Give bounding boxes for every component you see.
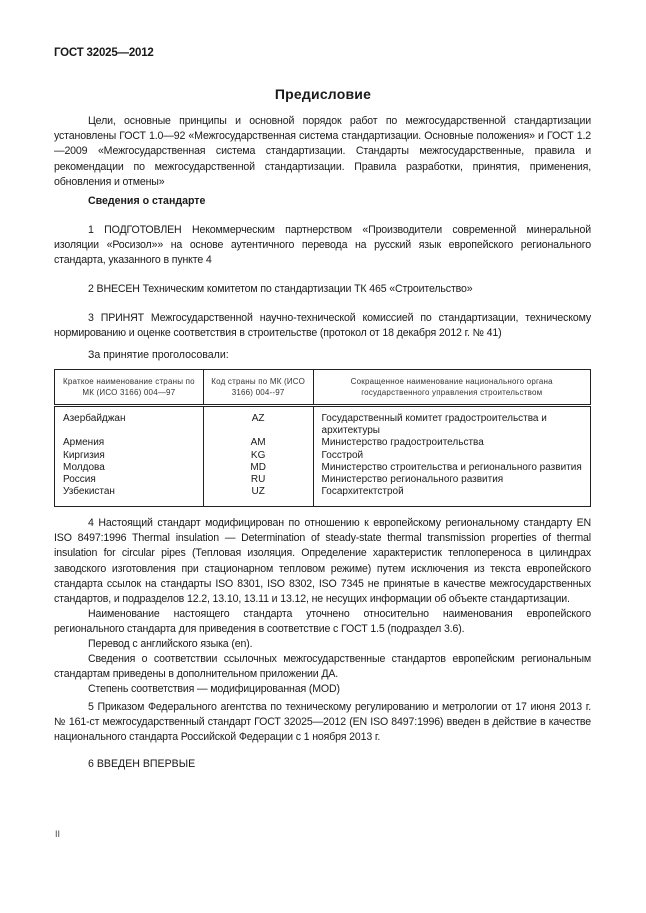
header-country: Краткое наименование страны по МК (ИСО 3166) 004—97 — [55, 370, 204, 406]
item4-name-note: Наименование настоящего стандарта уточнено относительно наименования европейского регионального стандарта для приведения в соответствие с ГОСТ 1.5 (подраздел 3.6). — [54, 608, 591, 636]
item4-main: 4 Настоящий стандарт модифицирован по отношению к европейскому региональному стандарту EN ISO 8497:1996 Thermal insulation — Determination of steady-state thermal transmission properties of thermal insulation for circular pipes (Тепловая изоляция. Определение характеристик теплопереноса в цилиндрах заводского изготовления при стационарном тепловом режиме) путем исключения из текста европейского стандарта ссылок на стандарты ISO 8301, ISO 8302, ISO 7345 не принятые в качестве межгосударственных стандартов, и подразделов 12.2, 13.10, 13.11 и 13.12, не несущих информации об объекте стандартизации. — [54, 517, 591, 606]
country-cell: Киргизия — [55, 450, 204, 462]
authority-cell: Госстрой — [313, 450, 590, 462]
voting-countries-table — [54, 369, 591, 507]
header-code: Код страны по МК (ИСО 3166) 004--97 — [203, 370, 313, 406]
authority-cell: Министерство градостроительства — [313, 437, 590, 449]
code-cell: AM — [203, 437, 313, 449]
section-heading: Сведения о стандарте — [88, 195, 206, 207]
table-row — [55, 474, 591, 486]
page-number: II — [55, 829, 61, 839]
item-adopted: 3 ПРИНЯТ Межгосударственной научно-технической комиссией по стандартизации, техническому нормированию и оценке соответствия в строительстве (протокол от 18 декабря 2012 г. № 41) — [54, 312, 591, 340]
item-prepared: 1 ПОДГОТОВЛЕН Некоммерческим партнерством «Производители современной минеральной изоляции «Росизол»» на основе аутентичного перевода на русский язык европейского регионального стандарта, указанного в пункте 4 — [54, 224, 591, 267]
table-row — [55, 486, 591, 507]
document-id: ГОСТ 32025—2012 — [54, 47, 154, 59]
authority-cell: Министерство регионального развития — [313, 474, 590, 486]
table-header-row — [55, 370, 591, 406]
code-cell: MD — [203, 462, 313, 474]
item4-translation: Перевод с английского языка (en). — [88, 638, 253, 650]
country-cell: Азербайджан — [55, 406, 204, 438]
page-title: Предисловие — [274, 86, 372, 102]
header-authority: Сокращенное наименование национального органа государственного управления строительством — [313, 370, 590, 406]
table-row — [55, 462, 591, 474]
country-cell: Узбекистан — [55, 486, 204, 507]
item5-enactment: 5 Приказом Федерального агентства по техническому регулированию и метрологии от 17 июня 2013 г. № 161-ст межгосударственный стандарт ГОСТ 32025—2012 (EN ISO 8497:1996) введен в действие в качестве национального стандарта Российской Федерации с 1 ноября 2013 г. — [54, 701, 591, 744]
voted-label: За принятие проголосовали: — [88, 349, 229, 361]
code-cell: RU — [203, 474, 313, 486]
authority-cell: Госархитектстрой — [313, 486, 590, 507]
authority-cell: Государственный комитет градостроительства и архитектуры — [313, 406, 590, 438]
item4-references: Сведения о соответствии ссылочных межгосударственные стандартов европейским региональным стандартам приведены в дополнительном приложении ДА. — [54, 653, 591, 681]
country-cell: Россия — [55, 474, 204, 486]
table-row — [55, 437, 591, 449]
item-introduced-by: 2 ВНЕСЕН Техническим комитетом по стандартизации ТК 465 «Строительство» — [88, 283, 473, 295]
intro-paragraph: Цели, основные принципы и основной порядок работ по межгосударственной стандартизации установлены ГОСТ 1.0—92 «Межгосударственная система стандартизации. Основные положения» и ГОСТ 1.2—2009 «Межгосударственная система стандартизации. Стандарты межгосударственные, правила и рекомендации по межгосударственной стандартизации. Правила разработки, принятия, применения, обновления и отмены» — [54, 115, 591, 188]
authority-cell: Министерство строительства и регионального развития — [313, 462, 590, 474]
code-cell: KG — [203, 450, 313, 462]
code-cell: UZ — [203, 486, 313, 507]
item6-first-introduced: 6 ВВЕДЕН ВПЕРВЫЕ — [88, 758, 196, 770]
code-cell: AZ — [203, 406, 313, 438]
country-cell: Армения — [55, 437, 204, 449]
table-row — [55, 450, 591, 462]
table-row — [55, 406, 591, 438]
country-cell: Молдова — [55, 462, 204, 474]
item4-degree: Степень соответствия — модифицированная (MOD) — [88, 683, 340, 695]
